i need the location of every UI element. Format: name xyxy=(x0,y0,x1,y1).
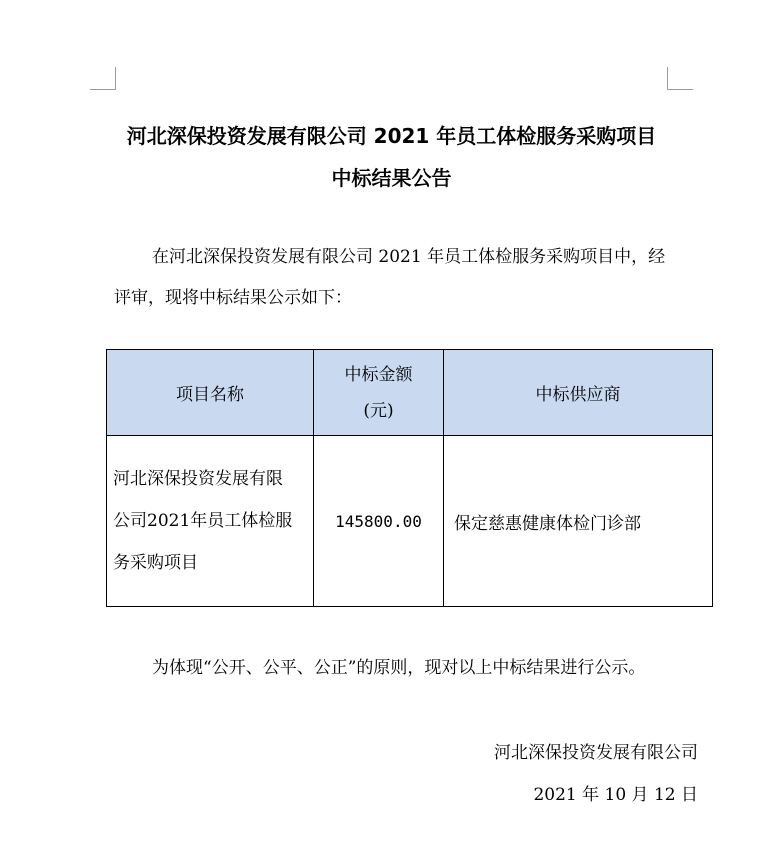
project-name-line2: 公司2021年员工体检服 xyxy=(113,511,293,531)
project-name-line3: 务采购项目 xyxy=(113,553,198,573)
document-subtitle: 中标结果公告 xyxy=(331,166,452,190)
header-amount-line2: (元) xyxy=(363,400,394,421)
cell-vendor: 保定慈惠健康体检门诊部 xyxy=(444,436,713,607)
document-title: 河北深保投资发展有限公司 2021 年员工体检服务采购项目 xyxy=(126,124,657,148)
header-amount-line1: 中标金额 xyxy=(344,364,413,385)
intro-paragraph-line2: 评审，现将中标结果公示如下： xyxy=(114,288,352,308)
intro-paragraph-line1: 在河北深保投资发展有限公司 2021 年员工体检服务采购项目中，经 xyxy=(152,247,666,267)
cell-amount: 145800.00 xyxy=(314,436,444,607)
header-amount xyxy=(314,350,444,436)
cell-project-name xyxy=(107,436,314,607)
table-header-row xyxy=(107,350,713,436)
header-vendor: 中标供应商 xyxy=(444,350,713,436)
closing-statement: 为体现“公开、公平、公正”的原则，现对以上中标结果进行公示。 xyxy=(152,658,646,678)
signature-organization: 河北深保投资发展有限公司 xyxy=(494,743,698,763)
header-project-name: 项目名称 xyxy=(107,350,314,436)
project-name-line1: 河北深保投资发展有限 xyxy=(113,469,283,489)
result-table xyxy=(106,349,713,607)
table-row xyxy=(107,436,713,607)
signature-date: 2021 年 10 月 12 日 xyxy=(533,785,698,805)
